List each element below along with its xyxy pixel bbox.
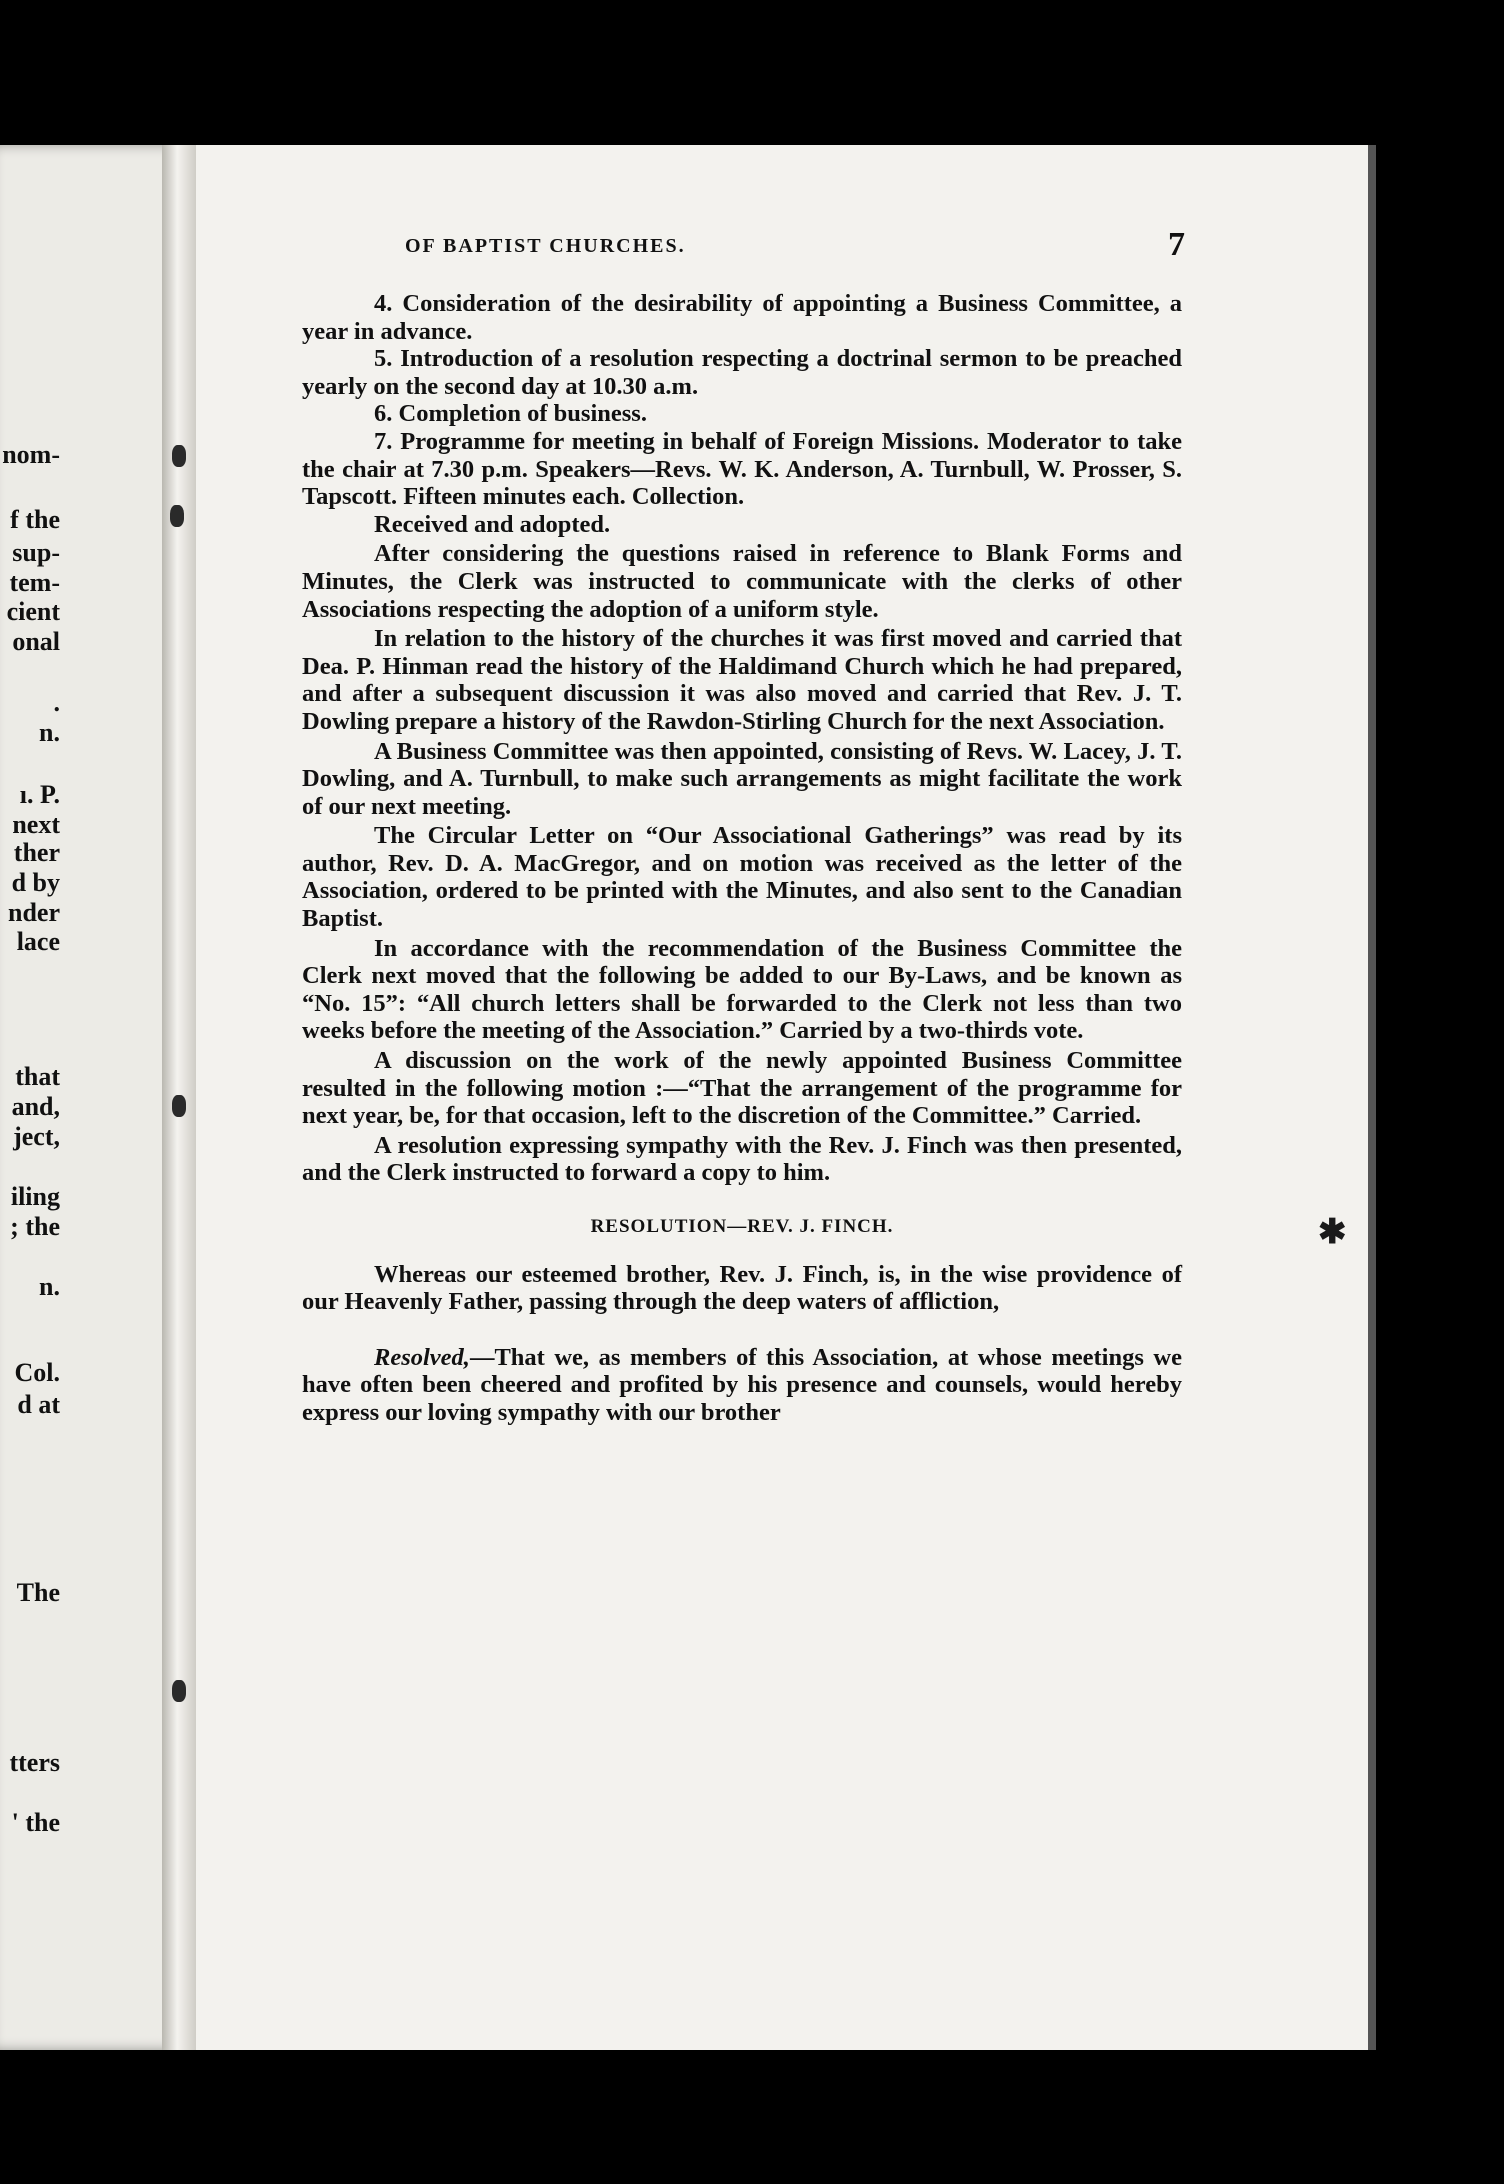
left-page-fragment: iling [10, 1182, 60, 1211]
margin-mark: ✱ [1318, 1214, 1347, 1251]
left-page-fragment: sup- [12, 538, 60, 567]
left-page-fragment: ı. P. [19, 780, 60, 809]
resolved-paragraph [302, 1344, 1182, 1427]
left-page-fragment: and, [11, 1092, 60, 1121]
left-page-fragment: The [16, 1578, 60, 1607]
paragraph: 5. Introduction of a resolution respecting a doctrinal sermon to be preached yearly on the second day at 10.30 a.m. [302, 345, 1182, 400]
running-head: OF BAPTIST CHURCHES. [405, 235, 686, 257]
left-page-fragment: ; the [10, 1212, 60, 1241]
left-page-fragment: ' the [11, 1808, 60, 1837]
left-page-fragment: tem- [9, 568, 60, 597]
left-page-fragment: next [12, 810, 60, 839]
left-page-fragment: f the [10, 505, 60, 534]
paragraph: A resolution expressing sympathy with the Rev. J. Finch was then presented, and the Clerk instructed to forward a copy to him. [302, 1131, 1182, 1187]
paragraph: 7. Programme for meeting in behalf of Foreign Missions. Moderator to take the chair at 7.30 p.m. Speakers—Revs. W. K. Anderson, A. Turnbull, W. Prosser, S. Tapscott. Fifteen minutes each. Collection. [302, 427, 1182, 511]
left-page-fragment: . [53, 688, 60, 717]
left-page-fragment: d at [17, 1390, 60, 1419]
binding-stitch [172, 1680, 186, 1702]
binding-stitch [172, 1095, 186, 1117]
paragraph: Received and adopted. [374, 510, 611, 538]
resolved-lead: Resolved, [374, 1343, 470, 1371]
paragraph: After considering the questions raised in reference to Blank Forms and Minutes, the Clerk was instructed to communicate with the clerks of other Associations respecting the adoption of a uniform style. [302, 540, 1182, 623]
paragraph: The Circular Letter on “Our Associational Gatherings” was read by its author, Rev. D. A. MacGregor, and on motion was received as the letter of the Association, ordered to be printed with the Minutes, and also sent to the Canadian Baptist. [302, 822, 1182, 933]
left-page-fragment: lace [16, 927, 60, 956]
paragraph: In accordance with the recommendation of the Business Committee the Clerk next moved that the following be added to our By-Laws, and be known as “No. 15”: “All church letters shall be forwarded to the Clerk not less than two weeks before the meeting of the Association.” Carried by a two-thirds vote. [302, 934, 1182, 1045]
paragraph: A Business Committee was then appointed, consisting of Revs. W. Lacey, J. T. Dowling, and A. Turnbull, to make such arrangements as might facilitate the work of our next meeting. [302, 737, 1182, 820]
whereas-paragraph: Whereas our esteemed brother, Rev. J. Finch, is, in the wise providence of our Heavenly Father, passing through the deep waters of affliction, [302, 1260, 1182, 1316]
paragraph: 6. Completion of business. [374, 400, 647, 428]
book-gutter [162, 145, 196, 2050]
left-page-fragment: n. [39, 1272, 60, 1301]
resolved-text: —That we, as members of this Association, at whose meetings we have often been cheered and profited by his presence and counsels, would hereby express our loving sympathy with our brother [302, 1343, 1182, 1426]
left-page-fragment: that [15, 1062, 60, 1091]
binding-stitch [172, 445, 186, 467]
left-page-fragment: cient [6, 597, 60, 626]
page-body [302, 290, 1182, 1427]
left-page-fragment: Col. [14, 1358, 60, 1387]
left-page-fragment: ther [13, 838, 60, 867]
left-page-fragment: nom- [2, 440, 60, 469]
paragraph: A discussion on the work of the newly appointed Business Committee resulted in the following motion :—“That the arrangement of the programme for next year, be, for that occasion, left to the discretion of the Committee.” Carried. [302, 1047, 1182, 1130]
left-page-fragment: ject, [13, 1122, 60, 1151]
paragraph: In relation to the history of the churches it was first moved and carried that Dea. P. Hinman read the history of the Haldimand Church which he had prepared, and after a subsequent discussion it was also moved and carried that Rev. J. T. Dowling prepare a history of the Rawdon-Stirling Church for the next Association. [302, 625, 1182, 735]
left-page-fragment: nder [8, 898, 60, 927]
left-page-fragment: tters [9, 1748, 60, 1777]
section-heading: RESOLUTION—REV. J. FINCH. [590, 1216, 894, 1237]
binding-stitch [170, 505, 184, 527]
left-page-fragment: onal [12, 627, 60, 656]
left-page-fragment: n. [39, 718, 60, 747]
page-number: 7 [1168, 226, 1185, 263]
paragraph: 4. Consideration of the desirability of appointing a Business Committee, a year in advance. [302, 290, 1182, 345]
left-page-fragment: d by [11, 868, 60, 897]
